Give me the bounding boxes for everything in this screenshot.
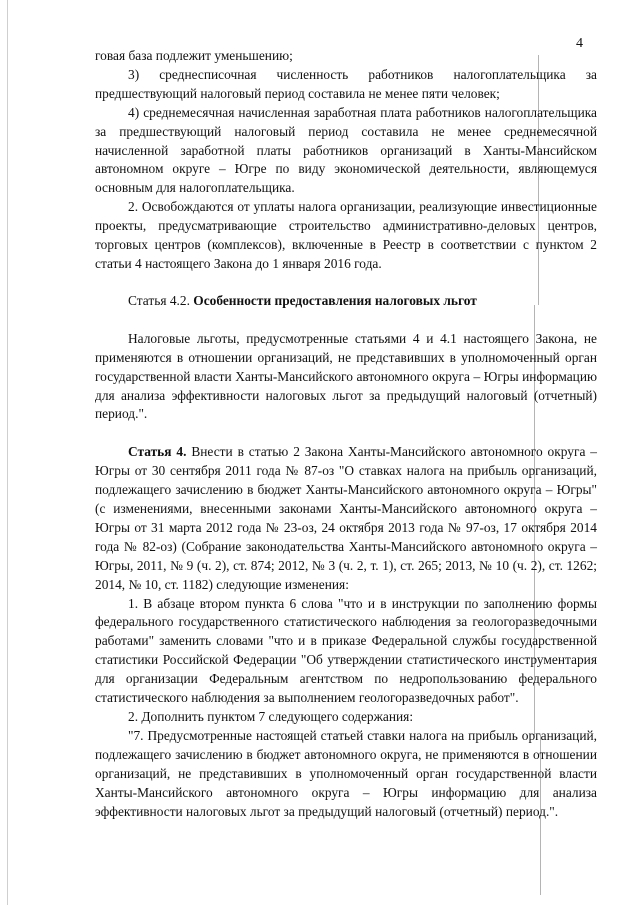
paragraph: "7. Предусмотренные настоящей статьей ставки налога на прибыль организаций, подлежащего зачислению в бюджет автономного округа, не применяются в отношении организаций, не представивших в уполномоченный орган государственной власти Ханты-Мансийского автономного округа – Югры информацию для анализа эффективности налоговых льгот за предыдущий налоговый (отчетный) период.". bbox=[95, 727, 597, 819]
paragraph: 2. Освобождаются от уплаты налога организации, реализующие инвестиционные проекты, предусматривающие строительство административно-деловых центров, торговых центров (комплексов), включенные в Реестр в соответствии с пунктом 2 статьи 4 настоящего Закона до 1 января 2016 года. bbox=[95, 199, 597, 271]
article-heading bbox=[95, 292, 597, 311]
article-4-text: Внести в статью 2 Закона Ханты-Мансийского автономного округа – Югры от 30 сентября 2011 года № 87-оз "О ставках налога на прибыль организаций, подлежащего зачислению в бюджет Ханты-Мансийского автономного округа – Югры" (с изменениями, внесенными законами Ханты-Мансийского автономного округа – Югры от 31 марта 2012 года № 23-оз, 24 октября 2013 года № 97-оз, 17 октября 2014 года № 82-оз) (Собрание законодательства Ханты-Мансийского автономного округа – Югры, 2011, № 9 (ч. 2), ст. 874; 2012, № 3 (ч. 2, т. 1), ст. 265; 2013, № 10 (ч. 2), ст. 1262; 2014, № 10, ст. 1182) следующие изменения: bbox=[95, 444, 597, 592]
paragraph: 1. В абзаце втором пункта 6 слова "что и в инструкции по заполнению формы федерального государственного статистического наблюдения за геологоразведочными работами" заменить словами "что и в приказе Федеральной службы государственной статистики Российской Федерации "Об утверждении статистического инструментария для организации Федеральным агентством по недропользованию федерального статистического наблюдения за выполнением геологоразведочных работ". bbox=[95, 595, 597, 706]
paragraph: 4) среднемесячная начисленная заработная плата работников налогоплательщика за предшествующий налоговый период составила не менее среднемесячной начисленной заработной платы работников организаций в Ханты-Мансийском автономном округе – Югре по виду экономической деятельности, являющемуся основным для налогоплательщика. bbox=[95, 104, 597, 196]
paragraph: Налоговые льготы, предусмотренные статьями 4 и 4.1 настоящего Закона, не применяются в отношении организаций, не представивших в уполномоченный орган государственной власти Ханты-Мансийского автономного округа – Югры информацию для анализа эффективности налоговых льгот за предыдущий налоговый (отчетный) период.". bbox=[95, 330, 597, 422]
paragraph: 2. Дополнить пунктом 7 следующего содержания: bbox=[128, 709, 414, 724]
article-heading-prefix: Статья 4.2. bbox=[128, 292, 194, 308]
page-number: 4 bbox=[576, 36, 583, 51]
scan-edge bbox=[7, 0, 8, 905]
document-body bbox=[95, 47, 597, 821]
paragraph: говая база подлежит уменьшению; bbox=[95, 48, 293, 63]
article-4-paragraph bbox=[95, 443, 597, 594]
article-4-label: Статья 4. bbox=[128, 444, 187, 460]
paragraph: 3) среднесписочная численность работников налогоплательщика за предшествующий налоговый период составила не менее пяти человек; bbox=[95, 66, 597, 101]
article-heading-title: Особенности предоставления налоговых льгот bbox=[193, 292, 477, 308]
